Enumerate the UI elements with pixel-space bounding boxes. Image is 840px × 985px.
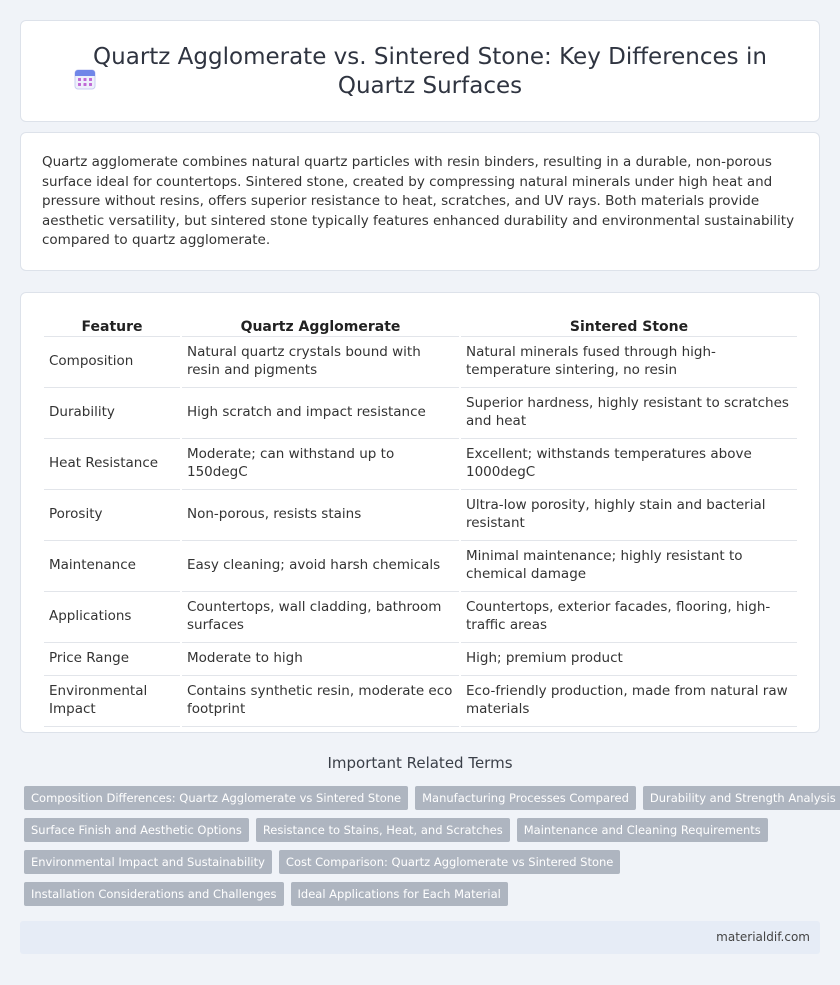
quartz-cell: Natural quartz crystals bound with resin and pigments	[182, 337, 459, 388]
sintered-cell: Countertops, exterior facades, flooring, high-traffic areas	[461, 592, 797, 643]
feature-cell: Heat Resistance	[44, 439, 180, 490]
table-row	[44, 541, 797, 592]
title-card	[20, 20, 820, 122]
table-row	[44, 388, 797, 439]
table-row	[44, 337, 797, 388]
sintered-cell: Ultra-low porosity, highly stain and bacterial resistant	[461, 490, 797, 541]
related-term-tag[interactable]: Environmental Impact and Sustainability	[24, 850, 272, 874]
feature-cell: Composition	[44, 337, 180, 388]
table-header-row	[44, 317, 797, 337]
sintered-cell: Natural minerals fused through high-temperature sintering, no resin	[461, 337, 797, 388]
table-row	[44, 592, 797, 643]
quartz-cell: Non-porous, resists stains	[182, 490, 459, 541]
feature-cell: Price Range	[44, 643, 180, 676]
related-term-tag[interactable]: Resistance to Stains, Heat, and Scratches	[256, 818, 510, 842]
quartz-cell: Countertops, wall cladding, bathroom surfaces	[182, 592, 459, 643]
footer	[20, 921, 820, 954]
related-term-tag[interactable]: Cost Comparison: Quartz Agglomerate vs Sintered Stone	[279, 850, 620, 874]
comparison-table	[42, 317, 799, 727]
related-term-tag[interactable]: Installation Considerations and Challenges	[24, 882, 284, 906]
sintered-cell: Eco-friendly production, made from natural raw materials	[461, 676, 797, 727]
quartz-cell: Contains synthetic resin, moderate eco footprint	[182, 676, 459, 727]
feature-cell: Porosity	[44, 490, 180, 541]
feature-cell: Environmental Impact	[44, 676, 180, 727]
header-sintered-stone: Sintered Stone	[461, 317, 797, 337]
quartz-cell: Moderate; can withstand up to 150degC	[182, 439, 459, 490]
quartz-cell: High scratch and impact resistance	[182, 388, 459, 439]
related-term-tag[interactable]: Manufacturing Processes Compared	[415, 786, 636, 810]
sintered-cell: High; premium product	[461, 643, 797, 676]
feature-cell: Applications	[44, 592, 180, 643]
related-term-tag[interactable]: Ideal Applications for Each Material	[291, 882, 508, 906]
feature-cell: Durability	[44, 388, 180, 439]
header-feature: Feature	[44, 317, 180, 337]
footer-site-link[interactable]: materialdif.com	[716, 930, 810, 944]
sintered-cell: Superior hardness, highly resistant to scratches and heat	[461, 388, 797, 439]
related-term-tag[interactable]: Maintenance and Cleaning Requirements	[517, 818, 768, 842]
feature-cell: Maintenance	[44, 541, 180, 592]
table-row	[44, 643, 797, 676]
related-term-tag[interactable]: Durability and Strength Analysis	[643, 786, 840, 810]
sintered-cell: Excellent; withstands temperatures above 1000degC	[461, 439, 797, 490]
table-row	[44, 676, 797, 727]
table-row	[44, 439, 797, 490]
quartz-cell: Easy cleaning; avoid harsh chemicals	[182, 541, 459, 592]
related-term-tag[interactable]: Surface Finish and Aesthetic Options	[24, 818, 249, 842]
header-quartz-agglomerate: Quartz Agglomerate	[182, 317, 459, 337]
comparison-table-card	[20, 292, 820, 733]
related-terms-heading: Important Related Terms	[327, 754, 513, 772]
sintered-cell: Minimal maintenance; highly resistant to chemical damage	[461, 541, 797, 592]
intro-card	[20, 132, 820, 271]
intro-paragraph: Quartz agglomerate combines natural quartz particles with resin binders, resulting in a durable, non-porous surface ideal for countertops. Sintered stone, created by compressing natural minerals under high heat and pressure without resins, offers superior resistance to heat, scratches, and UV rays. Both materials provide aesthetic versatility, but sintered stone typically features enhanced durability and environmental sustainability compared to quartz agglomerate.	[42, 154, 795, 248]
quartz-cell: Moderate to high	[182, 643, 459, 676]
page-title: Quartz Agglomerate vs. Sintered Stone: Key Differences in Quartz Surfaces	[93, 44, 767, 99]
table-row	[44, 490, 797, 541]
related-term-tag[interactable]: Composition Differences: Quartz Agglomerate vs Sintered Stone	[24, 786, 408, 810]
related-terms-list	[24, 786, 836, 914]
